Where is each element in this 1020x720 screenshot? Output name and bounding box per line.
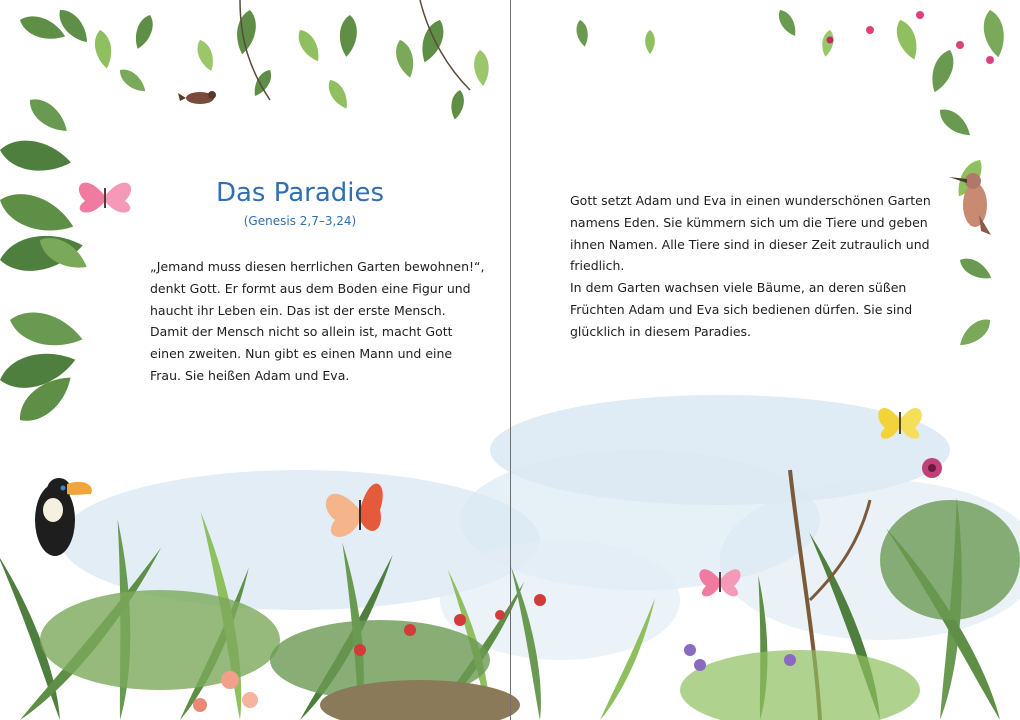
bird-icon: [178, 91, 216, 104]
text-line: In dem Garten wachsen viele Bäume, an deren süßen: [570, 280, 907, 296]
foliage-left-side: [0, 93, 92, 430]
text-line: glücklich in diesem Paradies.: [570, 323, 751, 339]
text-line: einen zweiten. Nun gibt es einen Mann und eine: [150, 346, 453, 362]
right-page-text: [570, 190, 931, 343]
text-line: Frau. Sie heißen Adam und Eva.: [150, 367, 350, 383]
text-line: „Jemand muss diesen herrlichen Garten bewohnen!“,: [150, 259, 485, 274]
text-line: denkt Gott. Er formt aus dem Boden eine Figur und: [150, 280, 471, 296]
canopy-top-left: [17, 0, 491, 121]
butterfly-icon: [699, 569, 740, 596]
text-line: namens Eden. Sie kümmern sich um die Tiere und geben: [570, 214, 928, 230]
bird-icon: [949, 173, 991, 235]
page-gutter: [510, 0, 511, 720]
text-line: haucht ihr Leben ein. Das ist der erste Mensch.: [150, 302, 446, 318]
text-line: Früchten Adam und Eva sich bedienen dürfen. Sie sind: [570, 301, 913, 317]
left-page-text: [150, 256, 485, 387]
butterfly-icon: [79, 183, 131, 213]
page-title: Das Paradies: [215, 178, 385, 208]
text-line: friedlich.: [570, 258, 625, 274]
text-line: ihnen Namen. Alle Tiere sind in dieser Zeit zutraulich und: [570, 236, 930, 252]
text-line: Damit der Mensch nicht so allein ist, macht Gott: [150, 324, 453, 340]
text-line: Gott setzt Adam und Eva in einen wunderschönen Garten: [570, 193, 931, 208]
bible-reference: (Genesis 2,7–3,24): [243, 214, 357, 228]
